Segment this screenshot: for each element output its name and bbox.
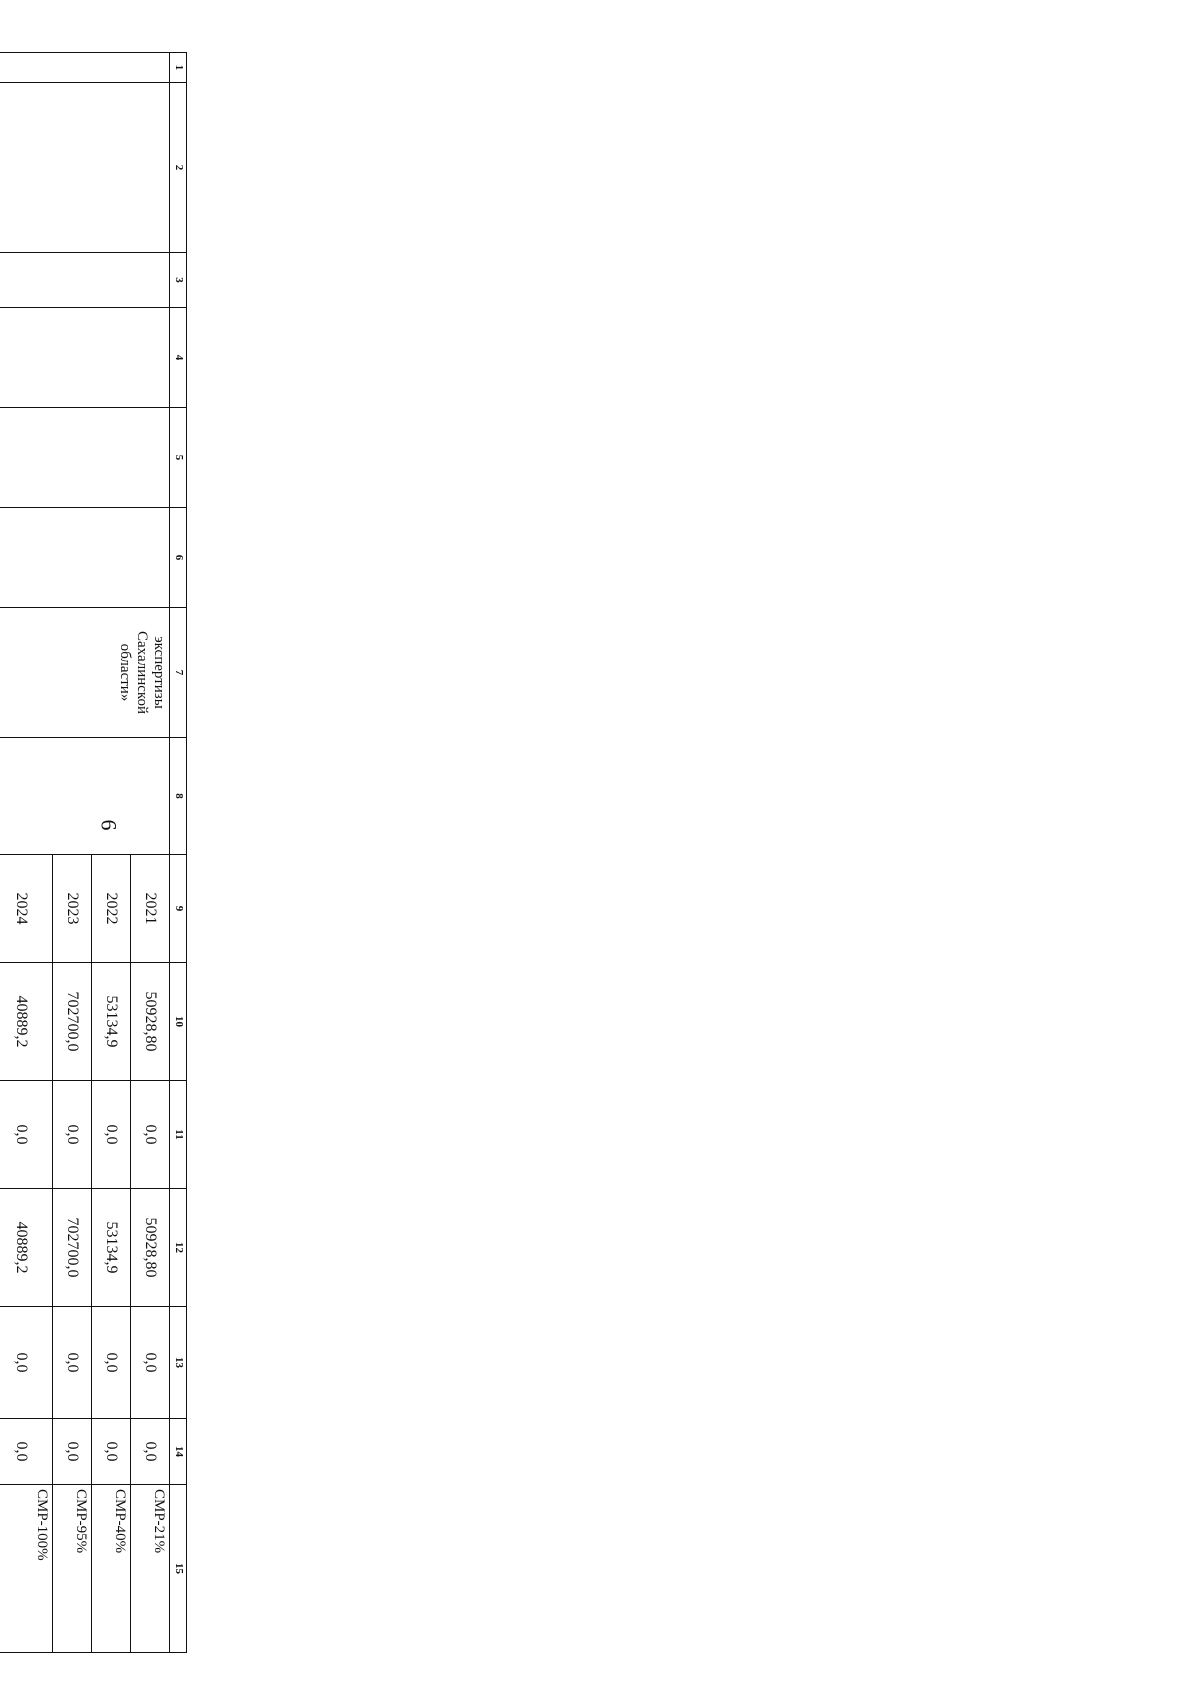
year-cell: 2022 [92,855,131,963]
column-number-4: 4 [170,308,187,408]
column-number-3: 3 [170,253,187,308]
value-cell-c11: 0,0 [53,1081,92,1189]
rotated-table-area [0,52,187,1652]
investment-table [0,52,187,1653]
column-number-11: 11 [170,1081,187,1189]
table-row [131,53,170,1653]
value-cell-c12: 50928,80 [131,1189,170,1307]
value-cell-c13: 0,0 [0,1307,53,1419]
value-cell-c13: 0,0 [131,1307,170,1419]
value-cell-c10: 702700,0 [53,963,92,1081]
note-cell: СМР-95% [53,1485,92,1653]
column-number-1: 1 [170,53,187,83]
cost-cell [0,738,170,855]
empty-cell-6 [0,508,170,608]
document-cell: экспертизы Сахалинской области» [0,608,170,738]
header-row [170,53,187,1653]
column-number-14: 14 [170,1419,187,1485]
empty-cell-3 [0,253,170,308]
empty-cell-4 [0,308,170,408]
value-cell-c12: 40889,2 [0,1189,53,1307]
value-cell-c12: 53134,9 [92,1189,131,1307]
value-cell-c13: 0,0 [92,1307,131,1419]
value-cell-c10: 40889,2 [0,963,53,1081]
value-cell-c11: 0,0 [0,1081,53,1189]
value-cell-c11: 0,0 [131,1081,170,1189]
empty-cell-2 [0,83,170,253]
note-cell: СМР-40% [92,1485,131,1653]
column-number-8: 8 [170,738,187,855]
value-cell-c10: 50928,80 [131,963,170,1081]
value-cell-c13: 0,0 [53,1307,92,1419]
empty-cell-1 [0,53,170,83]
column-number-7: 7 [170,608,187,738]
empty-cell-5 [0,408,170,508]
value-cell-c14: 0,0 [53,1419,92,1485]
year-cell: 2023 [53,855,92,963]
column-number-10: 10 [170,963,187,1081]
column-number-13: 13 [170,1307,187,1419]
column-number-5: 5 [170,408,187,508]
year-cell: 2021 [131,855,170,963]
value-cell-c10: 53134,9 [92,963,131,1081]
value-cell-c14: 0,0 [92,1419,131,1485]
value-cell-c14: 0,0 [0,1419,53,1485]
page-number: 6 [96,819,121,831]
value-cell-c14: 0,0 [131,1419,170,1485]
value-cell-c12: 702700,0 [53,1189,92,1307]
note-cell: СМР-21% [131,1485,170,1653]
column-number-6: 6 [170,508,187,608]
column-number-9: 9 [170,855,187,963]
column-number-15: 15 [170,1485,187,1653]
year-cell: 2024 [0,855,53,963]
value-cell-c11: 0,0 [92,1081,131,1189]
column-number-2: 2 [170,83,187,253]
note-cell: СМР-100% [0,1485,53,1653]
column-number-12: 12 [170,1189,187,1307]
